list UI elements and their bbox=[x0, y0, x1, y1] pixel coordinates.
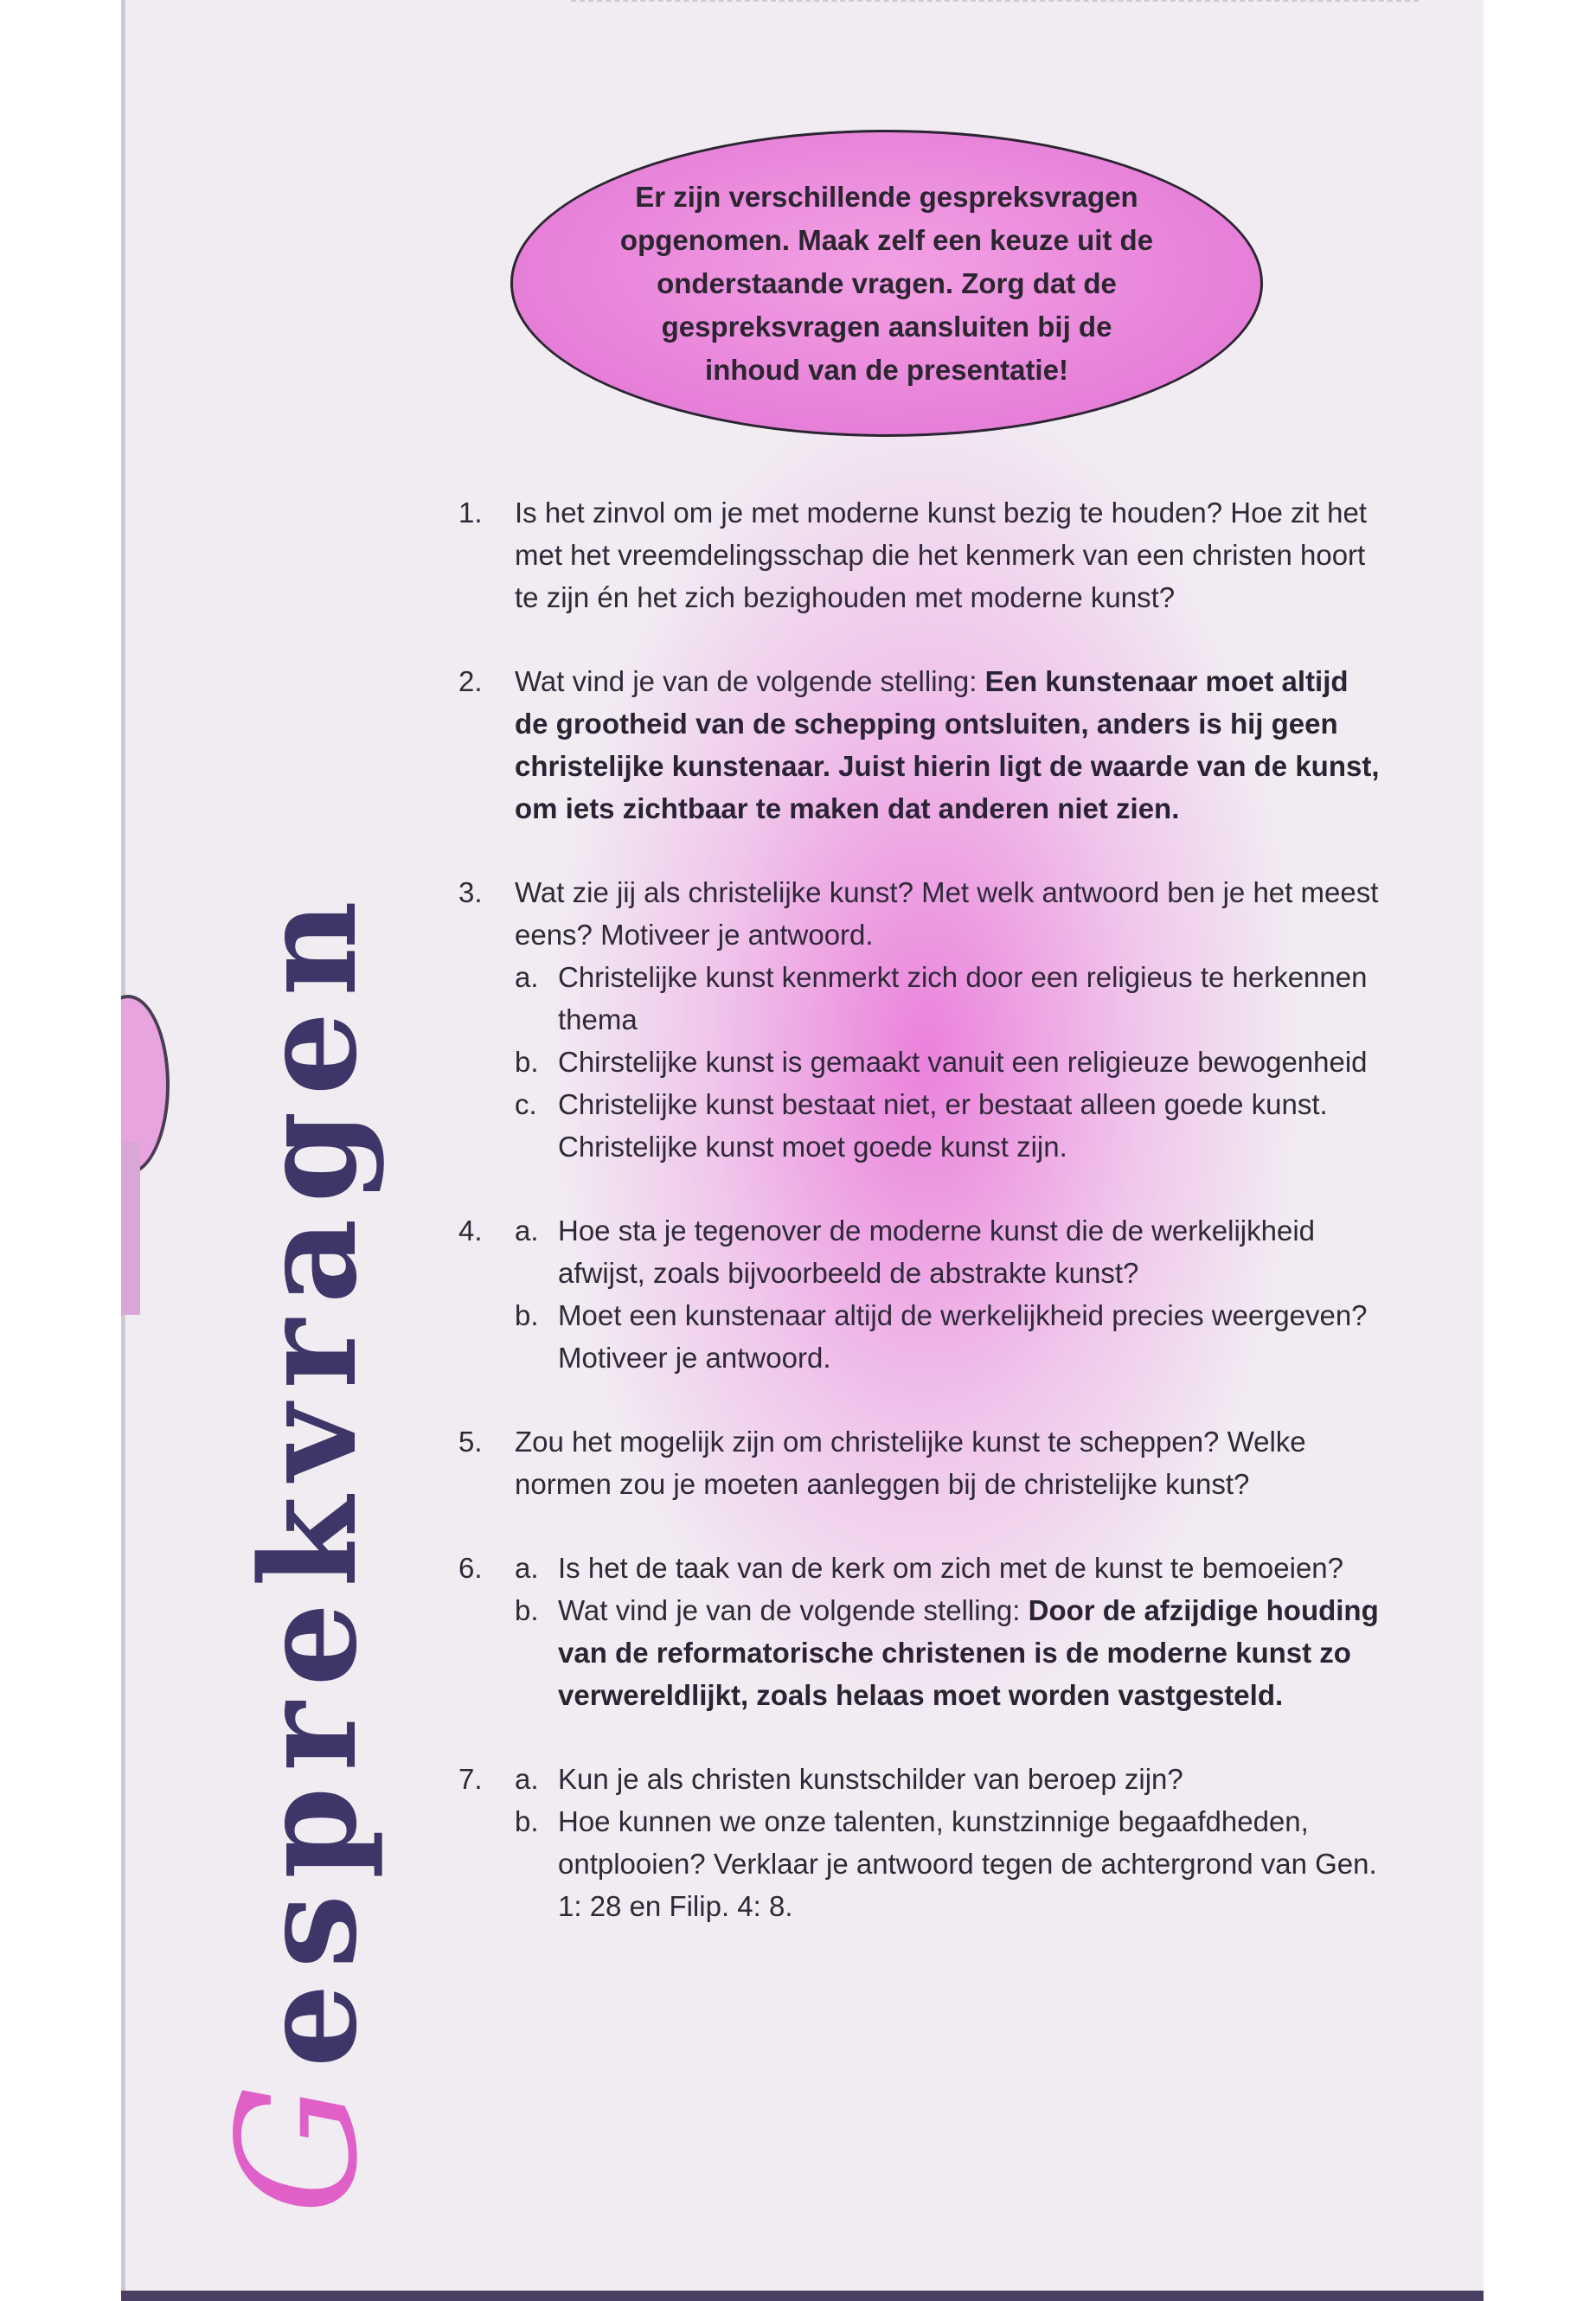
side-title-rest: esprekvragen bbox=[231, 885, 386, 2068]
question-2 bbox=[458, 660, 1384, 830]
option-letter: c. bbox=[515, 1088, 537, 1120]
question-7 bbox=[458, 1758, 1384, 1927]
sub-question bbox=[515, 1209, 1384, 1294]
sub-question bbox=[515, 1800, 1384, 1927]
question-lead: Wat vind je van de volgende stelling: bbox=[558, 1594, 1021, 1626]
question-number: 3. bbox=[458, 876, 483, 908]
sub-text: Hoe sta je tegenover de moderne kunst die de werkelijkheid afwijst, zoals bijvoorbeeld de abstrakte kunst? bbox=[558, 1215, 1316, 1289]
question-3 bbox=[458, 871, 1384, 1168]
instruction-bubble bbox=[510, 130, 1263, 437]
side-tab-edge bbox=[121, 1142, 140, 1315]
question-text bbox=[515, 660, 1384, 830]
statement-text: Een kunstenaar moet altijd de grootheid van de schepping ontsluiten, anders is hij geen christelijke kunstenaar. Juist hierin ligt de waarde van de kunst, om iets zichtbaar te maken dat anderen niet zien. bbox=[515, 665, 1380, 824]
question-number: 4. bbox=[458, 1215, 483, 1247]
question-number: 1. bbox=[458, 497, 483, 529]
question-number: 5. bbox=[458, 1426, 483, 1458]
option-letter: a. bbox=[515, 961, 539, 993]
sub-letter: a. bbox=[515, 1552, 539, 1584]
sub-text: Kun je als christen kunstschilder van beroep zijn? bbox=[558, 1763, 1183, 1795]
answer-option bbox=[515, 956, 1384, 1041]
question-number: 2. bbox=[458, 665, 483, 697]
question-5 bbox=[458, 1420, 1384, 1505]
sub-letter: b. bbox=[515, 1594, 539, 1626]
question-list bbox=[458, 491, 1384, 1969]
bottom-edge bbox=[121, 2291, 1484, 2301]
sub-letter: b. bbox=[515, 1299, 539, 1331]
top-cut-line bbox=[571, 0, 1419, 9]
answer-option bbox=[515, 1041, 1384, 1083]
sub-text bbox=[558, 1589, 1384, 1716]
sub-text: Moet een kunstenaar altijd de werkelijkheid precies weergeven? Motiveer je antwoord. bbox=[558, 1299, 1368, 1374]
side-title bbox=[202, 885, 394, 2214]
sub-question bbox=[515, 1547, 1384, 1589]
question-lead: Wat vind je van de volgende stelling: bbox=[515, 665, 977, 697]
question-1 bbox=[458, 491, 1384, 619]
question-text: Zou het mogelijk zijn om christelijke kunst te scheppen? Welke normen zou je moeten aanleggen bij de christelijke kunst? bbox=[515, 1426, 1306, 1500]
sub-text: Is het de taak van de kerk om zich met de kunst te bemoeien? bbox=[558, 1552, 1343, 1584]
sub-letter: b. bbox=[515, 1805, 539, 1837]
answer-option bbox=[515, 1083, 1384, 1168]
sub-letter: a. bbox=[515, 1763, 539, 1795]
question-number: 7. bbox=[458, 1763, 483, 1795]
sub-letter: a. bbox=[515, 1215, 539, 1247]
question-6 bbox=[458, 1547, 1384, 1716]
question-4 bbox=[458, 1209, 1384, 1379]
side-title-initial: G bbox=[202, 2067, 394, 2214]
statement-text: Door de afzijdige houding van de reformatorische christenen is de moderne kunst zo verwereldlijkt, zoals helaas moet worden vastgesteld. bbox=[558, 1594, 1379, 1711]
question-text: Is het zinvol om je met moderne kunst bezig te houden? Hoe zit het met het vreemdelingsschap die het kenmerk van een christen hoort te zijn én het zich bezighouden met moderne kunst? bbox=[515, 497, 1368, 613]
sub-text: Hoe kunnen we onze talenten, kunstzinnige begaafdheden, ontplooien? Verklaar je antwoord tegen de achtergrond van Gen. 1: 28 en Filip. 4: 8. bbox=[558, 1805, 1377, 1922]
sub-question bbox=[515, 1294, 1384, 1379]
question-number: 6. bbox=[458, 1552, 483, 1584]
question-text: Wat zie jij als christelijke kunst? Met welk antwoord ben je het meest eens? Motiveer je antwoord. bbox=[515, 876, 1379, 951]
instruction-text: Er zijn verschillende gespreksvragen opgenomen. Maak zelf een keuze uit de onderstaande vragen. Zorg dat de gespreksvragen aansluiten bij de inhoud van de presentatie! bbox=[619, 180, 1154, 386]
option-text: Christelijke kunst kenmerkt zich door een religieus te herkennen thema bbox=[558, 961, 1368, 1035]
option-text: Chirstelijke kunst is gemaakt vanuit een religieuze bewogenheid bbox=[558, 1046, 1368, 1078]
option-letter: b. bbox=[515, 1046, 539, 1078]
sub-question bbox=[515, 1758, 1384, 1800]
option-text: Christelijke kunst bestaat niet, er bestaat alleen goede kunst. Christelijke kunst moet goede kunst zijn. bbox=[558, 1088, 1328, 1163]
sub-question bbox=[515, 1589, 1384, 1716]
